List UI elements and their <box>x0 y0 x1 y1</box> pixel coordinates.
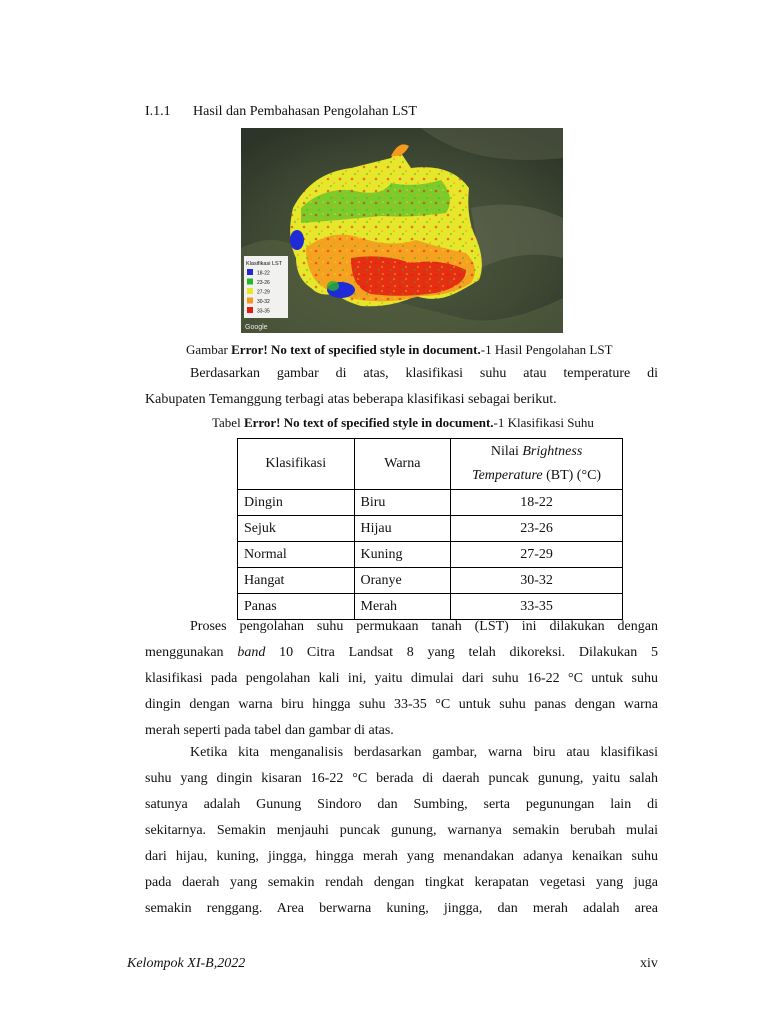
table-caption-suffix: -1 Klasifikasi Suhu <box>493 415 594 430</box>
paragraph-2-line: merah seperti pada tabel dan gambar di atas. <box>145 723 394 738</box>
figure-caption-suffix: -1 Hasil Pengolahan LST <box>480 342 613 357</box>
table-row <box>238 490 623 516</box>
google-watermark: Google <box>245 324 268 331</box>
paragraph-3-line: dari hijau, kuning, jingga, hingga merah yang menandakan adanya kenaikan suhu <box>145 849 658 864</box>
paragraph-3-line: suhu yang dingin kisaran 16-22 °C berada di daerah puncak gunung, yaitu salah <box>145 771 658 786</box>
paragraph-2-italic: band <box>237 645 266 660</box>
paragraph-1-line: Kabupaten Temanggung terbagi atas beberapa klasifikasi sebagai berikut. <box>145 392 557 407</box>
cell-klasifikasi: Hangat <box>238 568 355 594</box>
table-caption-prefix: Tabel <box>212 415 244 430</box>
table-row <box>238 516 623 542</box>
header-nilai-temperature: Temperature <box>472 468 543 483</box>
table-caption <box>212 415 594 431</box>
legend-swatch <box>247 298 253 304</box>
legend-swatch <box>247 307 253 313</box>
cell-klasifikasi: Dingin <box>238 490 355 516</box>
section-title: Hasil dan Pembahasan Pengolahan LST <box>193 104 417 119</box>
cell-nilai: 30-32 <box>451 568 623 594</box>
header-nilai-unit: (BT) (°C) <box>542 468 602 483</box>
figure-caption <box>186 342 613 358</box>
paragraph-3-line: satunya adalah Gunung Sindoro dan Sumbing, serta pegunungan lain di <box>145 797 658 812</box>
legend-label: 18-22 <box>257 270 270 277</box>
legend-swatch <box>247 269 253 275</box>
header-warna: Warna <box>354 439 451 490</box>
cell-nilai: 27-29 <box>451 542 623 568</box>
cell-warna: Hijau <box>354 516 451 542</box>
cell-klasifikasi: Normal <box>238 542 355 568</box>
table-row <box>238 568 623 594</box>
paragraph-2-line: dingin dengan warna biru hingga suhu 33-35 °C untuk suhu panas dengan warna <box>145 697 658 712</box>
paragraph-2-line: klasifikasi pada pengolahan kali ini, yaitu dimulai dari suhu 16-22 °C untuk suhu <box>145 671 658 686</box>
paragraph-2-line: Proses pengolahan suhu permukaan tanah (LST) ini dilakukan dengan <box>190 619 658 634</box>
cell-warna: Biru <box>354 490 451 516</box>
paragraph-2-text: menggunakan <box>145 645 238 660</box>
cell-nilai: 18-22 <box>451 490 623 516</box>
section-heading <box>145 104 417 120</box>
paragraph-3 <box>145 740 658 922</box>
legend-title: Klasifikasi LST <box>246 261 283 267</box>
lst-map-image <box>241 128 563 333</box>
header-nilai <box>451 439 623 490</box>
table-header-row <box>238 439 623 490</box>
legend-label: 33-35 <box>257 308 270 315</box>
figure-caption-error: Error! No text of specified style in document. <box>231 342 481 357</box>
classification-table <box>237 438 623 620</box>
cell-nilai: 23-26 <box>451 516 623 542</box>
legend-swatch <box>247 279 253 285</box>
cell-warna: Oranye <box>354 568 451 594</box>
table-caption-error: Error! No text of specified style in document. <box>243 415 494 430</box>
header-nilai-pre: Nilai <box>490 444 523 459</box>
paragraph-2 <box>145 614 658 744</box>
cell-klasifikasi: Panas <box>238 594 355 620</box>
legend-label: 30-32 <box>257 299 270 305</box>
legend-swatch <box>247 288 253 294</box>
map-legend <box>244 256 288 318</box>
cell-nilai: 33-35 <box>451 594 623 620</box>
paragraph-1 <box>145 361 658 413</box>
paragraph-3-line: semakin renggang. Area berwarna kuning, jingga, dan merah adalah area <box>145 901 658 916</box>
paragraph-2-line <box>145 640 658 666</box>
legend-label: 27-29 <box>257 289 270 296</box>
cell-warna: Kuning <box>354 542 451 568</box>
cell-warna: Merah <box>354 594 451 620</box>
legend-label: 23-26 <box>257 280 270 286</box>
paragraph-3-line: Ketika kita menganalisis berdasarkan gambar, warna biru atau klasifikasi <box>190 745 658 760</box>
figure-caption-prefix: Gambar <box>186 342 232 357</box>
paragraph-3-line: sekitarnya. Semakin menjauhi puncak gunung, warnanya semakin berubah mulai <box>145 823 658 838</box>
lst-map-figure <box>241 128 563 333</box>
cell-klasifikasi: Sejuk <box>238 516 355 542</box>
footer-group: Kelompok XI-B,2022 <box>127 956 246 971</box>
paragraph-2-text: 10 Citra Landsat 8 yang telah dikoreksi. Dilakukan 5 <box>265 645 658 660</box>
header-nilai-brightness: Brightness <box>522 444 583 459</box>
paragraph-1-line: Berdasarkan gambar di atas, klasifikasi suhu atau temperature di <box>190 366 658 381</box>
page-number: xiv <box>640 956 658 971</box>
paragraph-3-line: pada daerah yang semakin rendah dengan tingkat kerapatan vegetasi yang juga <box>145 875 658 890</box>
table-row <box>238 542 623 568</box>
section-number: I.1.1 <box>145 104 171 119</box>
header-klasifikasi: Klasifikasi <box>238 439 355 490</box>
